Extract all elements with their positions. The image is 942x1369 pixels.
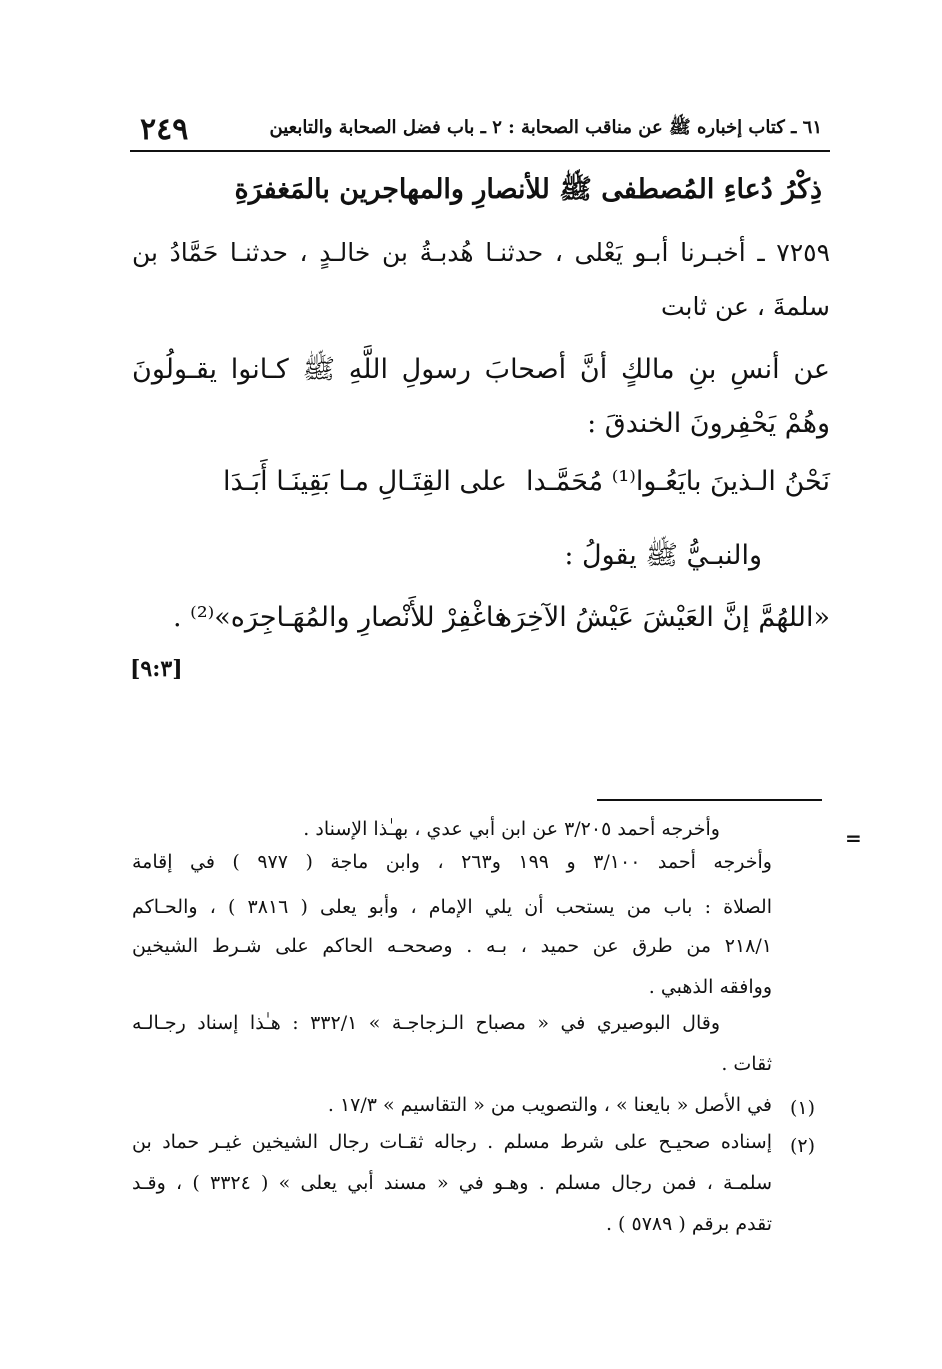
body-line: سلمةَ ، عن ثابت [660,292,830,321]
page-number: ٢٤٩ [140,112,189,147]
body-line: عن أنسِ بنِ مالكٍ أنَّ أصحابَ رسولِ اللَّهِ ﷺ كـانوا يقـولُونَ [132,354,830,385]
footnote-rule [597,799,822,801]
footnote-line: وأخرجه أحمد ٣/٢٠٥ عن ابن أبي عدي ، بهـٰذا الإسناد . [303,818,720,840]
verse-1-right-hemistich: نَحْنُ الـذينَ بايَعُـوا⁽¹⁾ مُحَمَّـدا [526,466,830,497]
footnote-line: ثقات . [721,1053,772,1075]
section-title: ذِكْرُ دُعاءِ المُصطفى ﷺ للأنصارِ والمهاجرين بالمَغفرَةِ [234,174,822,205]
footnote-number: (١) [790,1097,816,1119]
continuation-marker: = [845,826,862,850]
footnote-line: وأخرجه أحمد ٣/١٠٠ و ١٩٩ و٢٦٣ ، وابن ماجة ( ٩٧٧ ) في إقامة [132,851,772,873]
footnote-line: وقال البوصيري في « مصباح الـزجاجـة » ٣٣٢/١ : هـٰذا إسناد رجـالـه [132,1012,720,1034]
verse-intro: والنبـيُّ ﷺ يقولُ : [564,540,762,571]
footnote-line: ووافقه الذهبي . [648,976,772,998]
footnote-line: في الأصل « بايعنا » ، والتصويب من « التقاسيم » ١٧/٣ . [327,1094,772,1116]
running-head: ٦١ ـ كتاب إخباره ﷺ عن مناقب الصحابة : ٢ ـ باب فضل الصحابة والتابعين [269,117,822,138]
verse-1-left-hemistich: على القِتَـالِ مـا بَقِينَـا أَبَـدَا [223,466,507,497]
footnote-number: (٢) [790,1135,816,1157]
footnote-line: سلمـة ، فمن رجال مسلم . وهـو في « مسند أبي يعلى » ( ٣٣٢٤ ) ، وقـد [132,1172,772,1194]
footnote-line: إسناده صحيـح على شرط مسلم . رجاله ثقـات رجال الشيخين غيـر حماد بن [132,1131,772,1153]
verse-2-right-hemistich: «اللهُمَّ إنَّ العَيْشَ عَيْشُ الآخِرَه [498,602,830,633]
footnote-line: تقدم برقم ( ٥٧٨٩ ) . [605,1213,772,1235]
footnote-line: الصلاة : باب من يستحب أن يلي الإمام ، وأبو يعلى ( ٣٨١٦ ) ، والحـاكم [132,896,772,918]
header-rule [130,150,830,152]
reference-tag: [٩:٣] [130,656,183,682]
body-line: ٧٢٥٩ ـ أخبـرنا أبـو يَعْلى ، حدثنـا هُدبـةُ بن خالـدٍ ، حدثنـا حَمَّادُ بن [132,238,831,267]
body-line: وهُمْ يَحْفِرونَ الخندقَ : [587,408,830,439]
verse-2-left-hemistich: فاغْفِرْ للأَنْصارِ والمُهَـاجِرَه»⁽²⁾ . [173,602,507,633]
footnote-line: ٢١٨/١ من طرق عن حميد ، بـه . وصححـه الحاكم على شـرط الشيخين [132,935,772,957]
